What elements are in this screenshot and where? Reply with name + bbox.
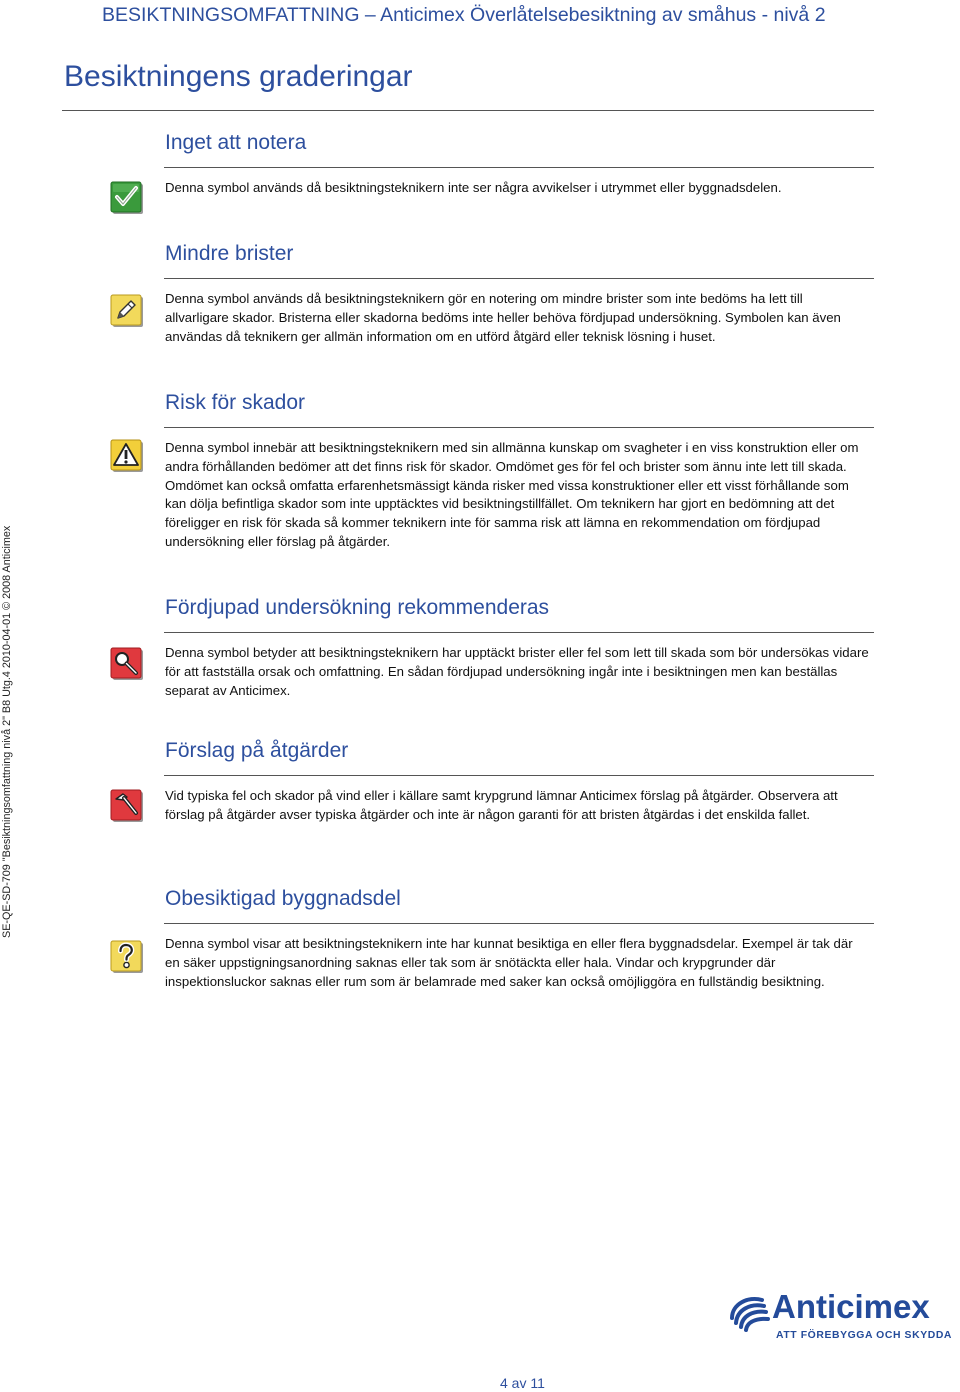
section-heading: Förslag på åtgärder <box>165 739 349 762</box>
section-text: Denna symbol betyder att besiktningsteknikern har upptäckt brister eller fel som lett till skada som bör undersökas vidare för att fastställa orsak och omfattning. En sådan fördjupad undersökning ingår inte i besiktningen men kan beställas separat av Anticimex. <box>165 645 869 698</box>
section-heading: Inget att notera <box>165 131 307 154</box>
warning-icon <box>110 439 144 473</box>
section-text: Denna symbol visar att besiktningsteknikern inte har kunnat besiktiga en eller flera byggnadsdelar. Exempel är tak där en säker uppstigningsanordning saknas eller tak som är snötäckta eller hala. Vindar och krypgrunder där inspektionsluckor saknas eller rum som är belamrade med saker kan också omöjliggöra en fullständig besiktning. <box>165 936 853 989</box>
page-title: Besiktningens graderingar <box>64 60 413 93</box>
section-divider <box>164 923 874 924</box>
magnifier-icon <box>110 647 144 681</box>
title-divider <box>62 110 874 111</box>
section-text: Denna symbol används då besiktningsteknikern gör en notering om mindre brister som inte bedöms ha lett till allvarligare skador. Bristerna eller skadorna bedöms inte heller behöva fördjupad undersökning. Symbolen kan även användas då teknikern ger allmän information om en utförd åtgärd eller teknisk lösning i huset. <box>165 291 841 344</box>
section-text: Denna symbol används då besiktningsteknikern inte ser några avvikelser i utrymmet eller byggnadsdelen. <box>165 180 782 195</box>
logo-tagline: ATT FÖREBYGGA OCH SKYDDA <box>776 1330 953 1341</box>
section-divider <box>164 632 874 633</box>
hammer-icon <box>110 789 144 823</box>
section-divider <box>164 278 874 279</box>
anticimex-logo-icon <box>728 1292 772 1337</box>
section-heading: Mindre brister <box>165 242 294 265</box>
section-heading: Fördjupad undersökning rekommenderas <box>165 596 550 619</box>
pencil-icon <box>110 294 144 328</box>
logo-name: Anticimex <box>772 1288 930 1325</box>
anticimex-logo <box>728 1288 953 1344</box>
section-divider <box>164 775 874 776</box>
section-text: Vid typiska fel och skador på vind eller i källare samt krypgrund lämnar Anticimex förslag på åtgärder. Observera att förslag på åtgärder avser typiska åtgärder och inte är någon garanti för att bristen åtgärdas i det enskilda fallet. <box>165 788 838 822</box>
question-mark-icon <box>110 940 144 974</box>
section-heading: Obesiktigad byggnadsdel <box>165 887 401 910</box>
section-heading: Risk för skador <box>165 391 306 414</box>
running-header: BESIKTNINGSOMFATTNING – Anticimex Överlåtelsebesiktning av småhus - nivå 2 <box>102 4 826 26</box>
section-divider <box>164 167 874 168</box>
document-code: SE-QE-SD-709 "Besiktningsomfattning nivå 2" B8 Utg.4 2010-04-01 © 2008 Anticimex <box>1 525 13 938</box>
section-text: Denna symbol innebär att besiktningsteknikern med sin allmänna kunskap om svagheter i en viss konstruktion eller om andra förhållanden bedömer att det finns risk för skador. Omdömet ges för fel och brister som ännu inte lett till skada. Omdömet kan också omfatta erfarenhetsmässigt kända risker med vissa konstruktioner eller ett visst förhållande som kan dölja befintliga skador som inte upptäcktes vid besiktningstillfället. Om teknikern har gjort en bedömning att det föreligger en risk för skada så kommer teknikern inte för samma risk att lämna en rekommendation om fördjupad undersökning eller förslag på åtgärder. <box>165 440 859 549</box>
page-number: 4 av 11 <box>500 1375 545 1391</box>
checkmark-icon <box>110 181 144 215</box>
section-divider <box>164 427 874 428</box>
